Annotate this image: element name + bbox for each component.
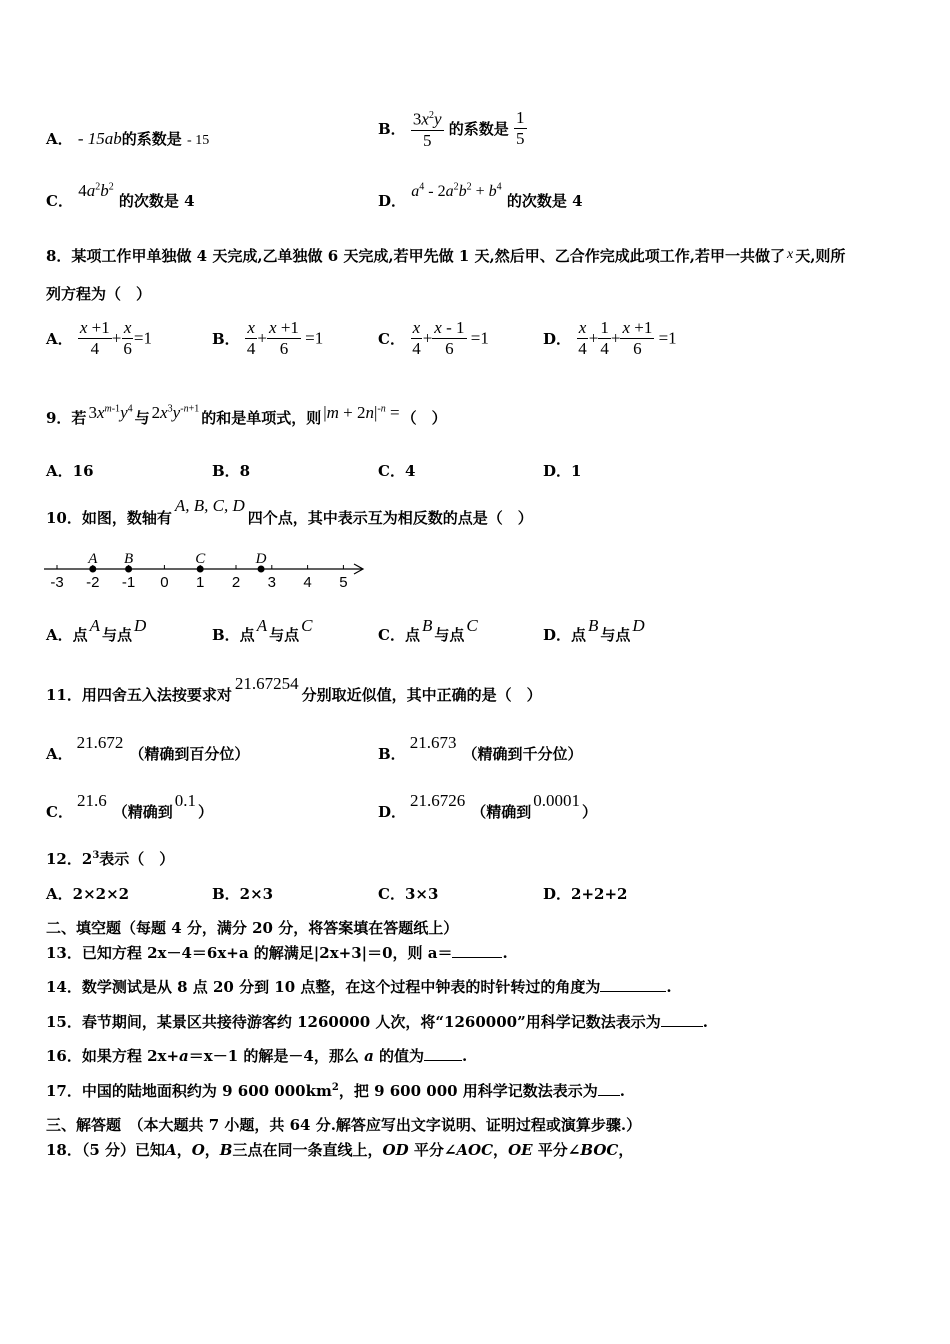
number-line-point-label: B	[124, 551, 134, 567]
option-label: D．点	[543, 626, 587, 644]
option-text: （精确到千分位）	[462, 745, 583, 763]
q9-option-b: B．8	[212, 462, 251, 480]
option-label: A．点	[46, 626, 88, 644]
math-number: 21.673	[409, 733, 457, 752]
section-heading-solutions: 三、解答题 （本大题共 7 小题，共 64 分.解答应写出文字说明、证明过程或演算步骤.）	[46, 1116, 642, 1134]
math-term: $4a^2b^2$	[78, 181, 114, 200]
math-fraction: $\frac{1}{5}$	[516, 107, 525, 148]
option-text: ）	[197, 803, 213, 821]
stem-text: 14．数学测试是从 8 点 20 分到 10 点整，在这个过程中钟表的时针转过的角度为	[46, 978, 601, 996]
answer-blank[interactable]	[600, 991, 666, 992]
math-number: 0.1	[174, 791, 196, 810]
stem-text: 17．中国的陆地面积约为 9 600 000km	[46, 1082, 332, 1100]
q11-stem	[46, 674, 542, 705]
q9-option-a: A．16	[46, 462, 94, 480]
q8-stem-line2: 列方程为（ ）	[46, 285, 152, 303]
answer-blank[interactable]	[598, 1095, 620, 1096]
stem-text: ，	[618, 1141, 634, 1159]
axis-tick-label: -1	[121, 574, 136, 591]
math-fraction: $\frac{3x^2y}{5}$	[411, 106, 444, 151]
math-fraction: $\frac{x +1}{6}$	[622, 318, 653, 358]
answer-blank[interactable]	[424, 1060, 462, 1061]
math-term: $a^4 - 2a^2b^2 + b^4$	[411, 181, 502, 200]
stem-text: 表示（ ）	[99, 850, 175, 868]
math-fraction: $\frac{x +1}{4}$	[79, 318, 110, 358]
axis-tick-label: -3	[50, 574, 64, 591]
option-label: B．点	[212, 626, 255, 644]
axis-tick-label: 5	[339, 574, 348, 591]
stem-text: 13．已知方程 2x－4＝6x+a 的解满足|2x+3|＝0，则 a＝	[46, 944, 453, 962]
q10-option-d	[543, 616, 647, 645]
math-term: $2x^3y^{-n+1}$	[151, 403, 200, 422]
q7-option-b	[378, 106, 527, 151]
option-label: B．	[378, 745, 406, 763]
option-label: A．	[46, 330, 73, 348]
q8-option-c: C． $\frac{x}{4}$ + $\frac{x - 1}{6}$ =1	[378, 318, 489, 358]
q7-option-c	[46, 181, 195, 211]
axis-tick-label: -2	[86, 574, 100, 591]
q12-option-b: B．2×3	[212, 885, 274, 903]
math-fraction: $\frac{x +1}{6}$	[269, 318, 299, 358]
q11-option-c	[46, 791, 213, 822]
answer-blank[interactable]	[661, 1026, 703, 1027]
q9-option-c: C．4	[378, 462, 416, 480]
q8-stem	[46, 245, 845, 266]
option-text: 的次数是 4	[118, 192, 195, 210]
math-fraction: $\frac{x}{6}$	[123, 318, 132, 358]
math-var: a	[179, 1047, 189, 1065]
q11-option-d	[378, 791, 598, 822]
math-var: A	[89, 616, 101, 635]
stem-text: 分别取近似值，其中正确的是（ ）	[301, 686, 542, 704]
stem-text: 15．春节期间，某景区共接待游客约 1260000 人次，将“1260000”用科学记数法表示为	[46, 1013, 661, 1031]
option-text: 与点	[102, 626, 133, 644]
q10-option-a	[46, 616, 148, 645]
stem-text: ＝x－1 的解是－4，那么	[188, 1047, 359, 1065]
number-line-figure	[40, 546, 370, 594]
stem-text: 天,则所	[795, 247, 846, 265]
math-var: O	[191, 1141, 205, 1159]
q16	[46, 1045, 467, 1066]
exponent: 2	[331, 1082, 339, 1093]
option-label: D．	[378, 803, 407, 821]
q10-option-b	[212, 616, 314, 645]
q18-stem	[46, 1139, 633, 1160]
math-number: 21.67254	[234, 674, 299, 693]
math-var: D	[632, 616, 645, 635]
section-heading-fill-in: 二、填空题（每题 4 分，满分 20 分，将答案填在答题纸上）	[46, 919, 459, 937]
q9-option-d: D．1	[543, 462, 582, 480]
q12-stem	[46, 848, 174, 869]
stem-text: 10．如图，数轴有	[46, 509, 172, 527]
number-line-point-label: C	[195, 551, 206, 567]
math-var: x	[786, 247, 794, 262]
math-fraction: $\frac{1}{4}$	[600, 318, 609, 358]
stem-text: （ ）	[401, 409, 447, 427]
stem-text: .	[619, 1082, 626, 1100]
math-number: 0.0001	[533, 791, 581, 810]
option-text: ）	[582, 803, 598, 821]
option-label: D．	[543, 330, 572, 348]
option-label: C．	[46, 192, 73, 210]
math-var: OD	[382, 1141, 409, 1159]
math-var: C	[466, 616, 478, 635]
option-text: （精确到百分位）	[129, 745, 250, 763]
stem-text: 平分∠	[413, 1141, 457, 1159]
math-fraction: $\frac{x - 1}{6}$	[434, 318, 465, 358]
exponent: 3	[92, 850, 100, 861]
math-fraction: $\frac{x}{4}$	[412, 318, 421, 358]
q11-option-a	[46, 733, 250, 764]
math-var: A	[256, 616, 268, 635]
number-line-point-label: A	[88, 551, 98, 567]
math-number: 21.672	[76, 733, 124, 752]
q15	[46, 1011, 708, 1032]
stem-text: 的值为	[379, 1047, 425, 1065]
option-text: （精确到	[112, 803, 173, 821]
math-var: BOC	[580, 1141, 619, 1159]
q12-option-d: D．2+2+2	[543, 885, 628, 903]
math-var: OE	[508, 1141, 533, 1159]
math-term: $3x^{m-1}y^4$	[88, 403, 133, 422]
option-text: 的系数是	[121, 130, 182, 148]
stem-text: ，	[204, 1141, 220, 1159]
option-label: C．	[378, 330, 405, 348]
option-text: 的次数是 4	[506, 192, 583, 210]
math-var: B	[219, 1141, 233, 1159]
q10-option-c	[378, 616, 480, 645]
option-label: C．点	[378, 626, 420, 644]
option-label: A．	[46, 130, 73, 148]
stem-text: 平分∠	[537, 1141, 581, 1159]
stem-text: 12．2	[46, 850, 93, 868]
stem-text: 三点在同一条直线上，	[232, 1141, 383, 1159]
q9-stem	[46, 403, 447, 428]
option-label: B．	[212, 330, 240, 348]
option-text: 的系数是	[448, 119, 509, 138]
stem-text: 9．若	[46, 409, 87, 427]
q8-option-d: D． $\frac{x}{4}$ + $\frac{1}{4}$ + $\frac{x +1}{6}$ =1	[543, 318, 677, 358]
stem-text: .	[702, 1013, 708, 1031]
math-fraction: $\frac{x}{4}$	[246, 318, 256, 358]
stem-text: 18．（5 分）已知	[46, 1141, 166, 1159]
math-var: C	[301, 616, 313, 635]
q7-option-a	[46, 128, 209, 149]
math-var: A	[165, 1141, 177, 1159]
option-label: A．	[46, 745, 73, 763]
math-term: - 15ab	[77, 129, 122, 148]
math-var: D	[134, 616, 147, 635]
option-label: C．	[46, 803, 73, 821]
stem-text: 16．如果方程 2x+	[46, 1047, 180, 1065]
q8-option-a: A． $\frac{x +1}{4}$ + $\frac{x}{6}$ =1	[46, 318, 152, 358]
stem-text: 四个点，其中表示互为相反数的点是（ ）	[247, 509, 533, 527]
stem-text: .	[666, 978, 672, 996]
math-number: 21.6726	[410, 791, 466, 810]
q8-option-b: B． $\frac{x}{4}$ + $\frac{x +1}{6}$ =1	[212, 318, 324, 358]
stem-text: 与	[134, 409, 150, 427]
stem-text: .	[462, 1047, 468, 1065]
option-text: 与点	[434, 626, 465, 644]
stem-text: 8．某项工作甲单独做 4 天完成,乙单独做 6 天完成,若甲先做 1 天,然后甲、乙合作完成此项工作,若甲一共做了	[46, 247, 785, 265]
q12-option-a: A．2×2×2	[46, 885, 130, 903]
option-label: B．	[378, 119, 406, 138]
math-points: A, B, C, D	[174, 496, 245, 515]
math-var: B	[421, 616, 433, 635]
stem-text: 的和是单项式，则	[201, 409, 322, 427]
axis-tick-label: 1	[196, 574, 205, 591]
q12-option-c: C．3×3	[378, 885, 439, 903]
math-fraction: $\frac{x}{4}$	[578, 318, 587, 358]
q14	[46, 976, 672, 997]
math-term: $|m + 2n|^{-n}$ =	[323, 403, 400, 422]
number-line-point-label: D	[255, 551, 267, 567]
stem-text: ，	[493, 1141, 509, 1159]
stem-text: 11．用四舍五入法按要求对	[46, 686, 232, 704]
answer-blank[interactable]	[452, 957, 502, 958]
option-text: 与点	[269, 626, 300, 644]
axis-tick-label: 3	[267, 574, 276, 591]
axis-tick-label: 0	[160, 574, 169, 591]
option-text: 与点	[600, 626, 631, 644]
stem-text: ，把 9 600 000 用科学记数法表示为	[338, 1082, 598, 1100]
axis-tick-label: 4	[303, 574, 312, 591]
math-var: AOC	[456, 1141, 494, 1159]
q17	[46, 1080, 625, 1101]
math-value: - 15	[187, 133, 210, 148]
q7-option-d	[378, 181, 583, 211]
math-var: B	[588, 616, 599, 635]
q10-stem	[46, 496, 533, 528]
q11-option-b	[378, 733, 583, 764]
option-text: （精确到	[471, 803, 532, 821]
stem-text: ，	[176, 1141, 192, 1159]
math-number: 21.6	[76, 791, 107, 810]
axis-tick-label: 2	[231, 574, 241, 591]
q13	[46, 942, 508, 963]
option-label: D．	[378, 192, 407, 210]
math-var: a	[364, 1047, 374, 1065]
stem-text: .	[502, 944, 508, 962]
